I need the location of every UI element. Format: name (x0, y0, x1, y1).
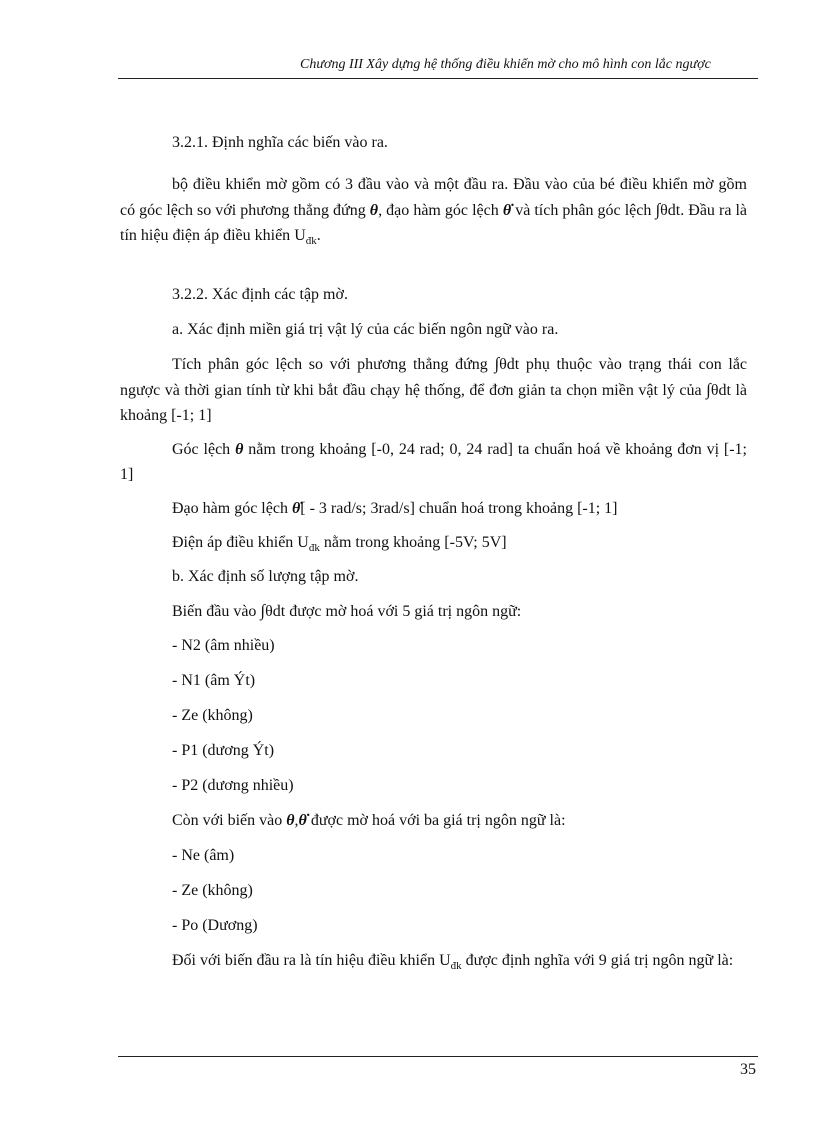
body-text (120, 130, 747, 973)
paragraph-derivative-range: Đạo hàm góc lệch θ̇[ - 3 rad/s; 3rad/s] chuẩn hoá trong khoảng [-1; 1] (172, 500, 618, 517)
paragraph-theta-fuzzy: Còn với biến vào θ,θ̇ được mờ hoá với ba giá trị ngôn ngữ là: (172, 812, 566, 829)
paragraph-integral-range: Tích phân góc lệch so với phương thẳng đứng ∫θdt phụ thuộc vào trạng thái con lắc ngược và thời gian tính từ khi bắt đầu chạy hệ thống, để đơn giản ta chọn miền vật lý của ∫θdt là khoảng [-1; 1] (120, 354, 748, 424)
list-item: - Ze (không) (172, 707, 253, 724)
section-heading-3-2-1: 3.2.1. Định nghĩa các biến vào ra. (172, 134, 388, 151)
list-item: - P1 (dương Ýt) (172, 742, 275, 759)
integral-symbol: ∫ (655, 200, 661, 219)
list-item: - N1 (âm Ýt) (172, 672, 256, 689)
list-item: - Po (Dương) (172, 917, 258, 934)
list-item: - Ze (không) (172, 882, 253, 899)
list-item: - N2 (âm nhiều) (172, 637, 275, 654)
running-header: Chương III Xây dựng hệ thống điều khiển mờ cho mô hình con lắc ngược (300, 57, 711, 72)
paragraph-voltage-range: Điện áp điều khiển $U_{đk}$ nằm trong khoảng [-5V; 5V] (172, 534, 507, 554)
theta-symbol: θ (369, 202, 379, 219)
page-number: 35 (740, 1061, 756, 1078)
header-rule (118, 78, 758, 79)
subheading-b: b. Xác định số lượng tập mờ. (172, 568, 359, 585)
paragraph-integral-fuzzy: Biến đầu vào ∫θdt được mờ hoá với 5 giá trị ngôn ngữ: (172, 601, 522, 620)
list-item: - P2 (dương nhiều) (172, 777, 294, 794)
section-heading-3-2-2: 3.2.2. Xác định các tập mờ. (172, 286, 348, 303)
paragraph-inputs-outputs: bộ điều khiển mờ gồm có 3 đầu vào và một đầu ra. Đầu vào của bé điều khiển mờ gồm có góc lệch so với phương thẳng đứng θ, đạo hàm góc lệch θ̇ và tích phân góc lệch ∫θdt. Đầu ra là tín hiệu điện áp điều khiển $U_{đk}$. (120, 176, 748, 247)
theta-dot-symbol: θ̇ (502, 202, 512, 219)
footer-rule (118, 1056, 758, 1057)
paragraph-output-fuzzy: Đối với biến đầu ra là tín hiệu điều khiển $U_{đk}$ được định nghĩa với 9 giá trị ngôn ngữ là: (172, 952, 734, 972)
subheading-a: a. Xác định miền giá trị vật lý của các biến ngôn ngữ vào ra. (172, 321, 559, 338)
paragraph-angle-range: Góc lệch θ nằm trong khoảng [-0, 24 rad; 0, 24 rad] ta chuẩn hoá về khoảng đơn vị [-1; 1] (120, 441, 747, 483)
list-item: - Ne (âm) (172, 847, 235, 864)
